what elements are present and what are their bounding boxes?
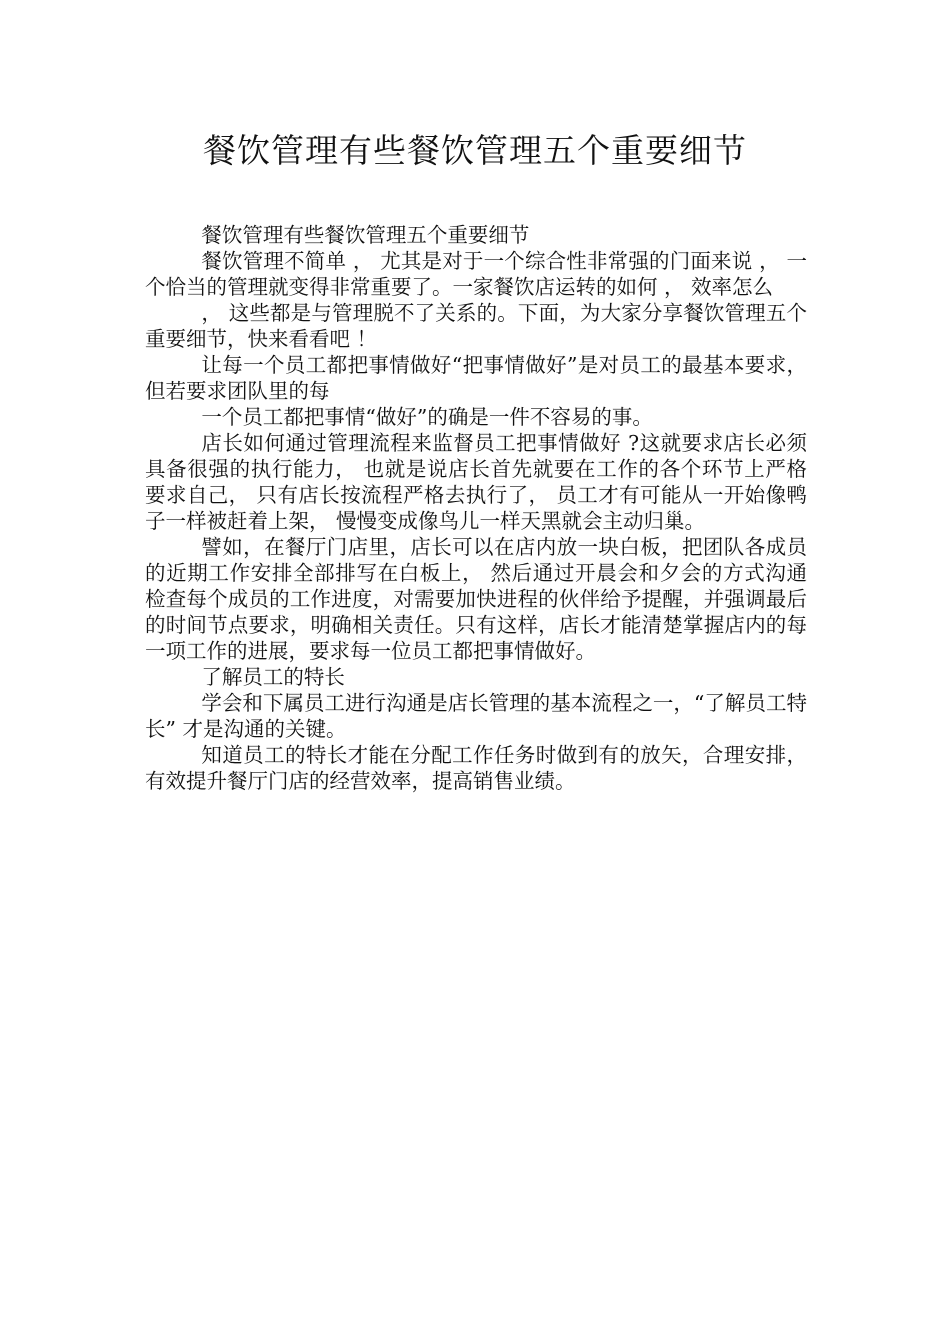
- paragraph-store-manager: 店长如何通过管理流程来监督员工把事情做好 ?这就要求店长必须具备很强的执行能力， 也就是说店长首先就要在工作的各个环节上严格要求自己， 只有店长按流程严格去执行了， 员工才有可能从一开始像鸭子一样被赶着上架， 慢慢变成像鸟儿一样天黑就会主动归巢。: [145, 431, 807, 533]
- document-title: 餐饮管理有些餐饮管理五个重要细节: [203, 131, 747, 170]
- paragraph-point-one: 让每一个员工都把事情做好“把事情做好”是对员工的最基本要求，但若要求团队里的每: [145, 353, 807, 403]
- paragraph-subtitle: 餐饮管理有些餐饮管理五个重要细节: [201, 223, 530, 247]
- paragraph-point-one-continued: 一个员工都把事情“做好”的确是一件不容易的事。: [201, 405, 653, 429]
- paragraph-intro-continued: ， 这些都是与管理脱不了关系的。下面，为大家分享餐饮管理五个重要细节，快来看看吧 ！: [145, 301, 807, 351]
- paragraph-allocation: 知道员工的特长才能在分配工作任务时做到有的放矢，合理安排， 有效提升餐厅门店的经营效率，提高销售业绩。: [145, 743, 807, 793]
- paragraph-example: 譬如，在餐厅门店里，店长可以在店内放一块白板，把团队各成员的近期工作安排全部排写在白板上， 然后通过开晨会和夕会的方式沟通检查每个成员的工作进度，对需要加快进程的伙伴给予提醒，并强调最后的时间节点要求，明确相关责任。只有这样，店长才能清楚掌握店内的每一项工作的进展，要求每一位员工都把事情做好。: [145, 535, 807, 663]
- document-body: [145, 222, 807, 794]
- paragraph-intro: 餐饮管理不简单 ， 尤其是对于一个综合性非常强的门面来说 ， 一个恰当的管理就变得非常重要了。一家餐饮店运转的如何 ， 效率怎么: [145, 249, 807, 299]
- paragraph-communication: 学会和下属员工进行沟通是店长管理的基本流程之一，“了解员工特长” 才是沟通的关键。: [145, 691, 807, 741]
- section-heading-strengths: 了解员工的特长: [201, 665, 345, 689]
